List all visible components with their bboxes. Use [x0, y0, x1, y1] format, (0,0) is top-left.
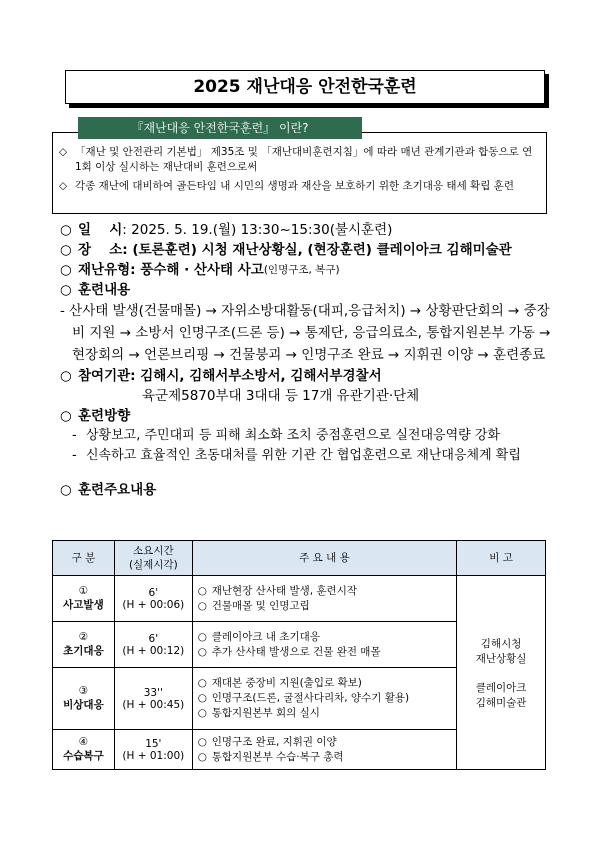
direction-item: - 신속하고 효율적인 초동대처를 위한 기관 간 협업훈련으로 재난대응체계 확립: [72, 448, 521, 463]
date-row: ○ 일 시 : 2025. 5. 19.(월) 13:30~15:30(불시훈련): [60, 222, 393, 238]
header-note: 비 고: [457, 541, 546, 576]
content-text: - 산사태 발생(건물매몰) → 자위소방대활동(대피,응급처치) → 상황판단회의 → 중장비 지원 → 소방서 인명구조(드론 등) → 통제단, 응급의료소, 통합지원본부 가동 → 현장회의 → 언론브리핑 → 건물붕괴 → 인명구조 완료 → 지휘권 이양 → 훈련종료: [60, 303, 551, 363]
header-content: 주 요 내 용: [192, 541, 456, 576]
page-title: 2025 재난대응 안전한국훈련: [65, 70, 545, 104]
circle-bullet-icon: ○: [60, 408, 72, 424]
header-division: 구 분: [53, 541, 115, 576]
diamond-icon: ◇: [59, 180, 68, 192]
diamond-icon: ◇: [59, 146, 68, 158]
participants-row-2: 육군제5870부대 3대대 등 17개 유관기관·단체: [142, 388, 420, 404]
circle-bullet-icon: ○: [60, 482, 72, 498]
circle-bullet-icon: ○: [60, 282, 72, 298]
table-row: ③ 비상대응 33'' (H + 00:45) ○ 재대본 중장비 지원(출입로 확보) ○ 인명구조(드론, 굴절사다리차, 양수기 활용) ○ 통합지원본부 회의 실시: [53, 668, 546, 730]
table-row: ① 사고발생 6' (H + 00:06) ○ 재난현장 산사태 발생, 훈련시작 ○ 건물매몰 및 인명고립 김해시청 재난상황실 클레이아크 김해미술관: [53, 576, 546, 622]
circle-bullet-icon: ○: [60, 262, 72, 278]
info-section: [60, 220, 560, 500]
circle-bullet-icon: ○: [60, 242, 72, 258]
circle-bullet-icon: ○: [60, 222, 72, 238]
intro-label: 『재난대응 안전한국훈련』 이란?: [78, 117, 362, 139]
schedule-table: [52, 540, 546, 770]
table-row: ② 초기대응 6' (H + 00:12) ○ 클레이아크 내 초기대응 ○ 추가 산사태 발생으로 건물 완전 매몰: [53, 622, 546, 668]
header-time: 소요시간 (실제시각): [114, 541, 192, 576]
circle-bullet-icon: ○: [60, 368, 72, 384]
type-row: ○ 재난유형 : 풍수해 · 산사태 사고 (인명구조, 복구): [60, 262, 340, 278]
note-cell: 김해시청 재난상황실 클레이아크 김해미술관: [457, 576, 546, 770]
table-row: ④ 수습복구 15' (H + 01:00) ○ 인명구조 완료, 지휘권 이양 ○ 통합지원본부 수습·복구 총력: [53, 730, 546, 770]
intro-box: [52, 132, 547, 214]
direction-row: ○ 훈련방향: [60, 408, 131, 424]
intro-item: ◇ 각종 재난에 대비하여 골든타임 내 시민의 생명과 재산을 보호하기 위한 초기대응 태세 확립 훈련: [59, 180, 514, 192]
participants-row: ○ 참여기관 : 김해시, 김해서부소방서, 김해서부경찰서: [60, 368, 382, 384]
intro-item: ◇ 「재난 및 안전관리 기본법」 제35조 및 「재난대비훈련지침」에 따라 매년 관계기관과 합동으로 연 1회 이상 실시하는 재난대비 훈련으로써: [59, 146, 533, 173]
main-label-row: ○ 훈련주요내용: [60, 482, 157, 498]
content-row: ○ 훈련내용: [60, 282, 131, 298]
direction-item: - 상황보고, 주민대피 등 피해 최소화 조치 중점훈련으로 실전대응역량 강화: [72, 428, 500, 443]
place-row: ○ 장 소 : (토론훈련) 시청 재난상황실, (현장훈련) 클레이아크 김해미술관: [60, 242, 512, 258]
